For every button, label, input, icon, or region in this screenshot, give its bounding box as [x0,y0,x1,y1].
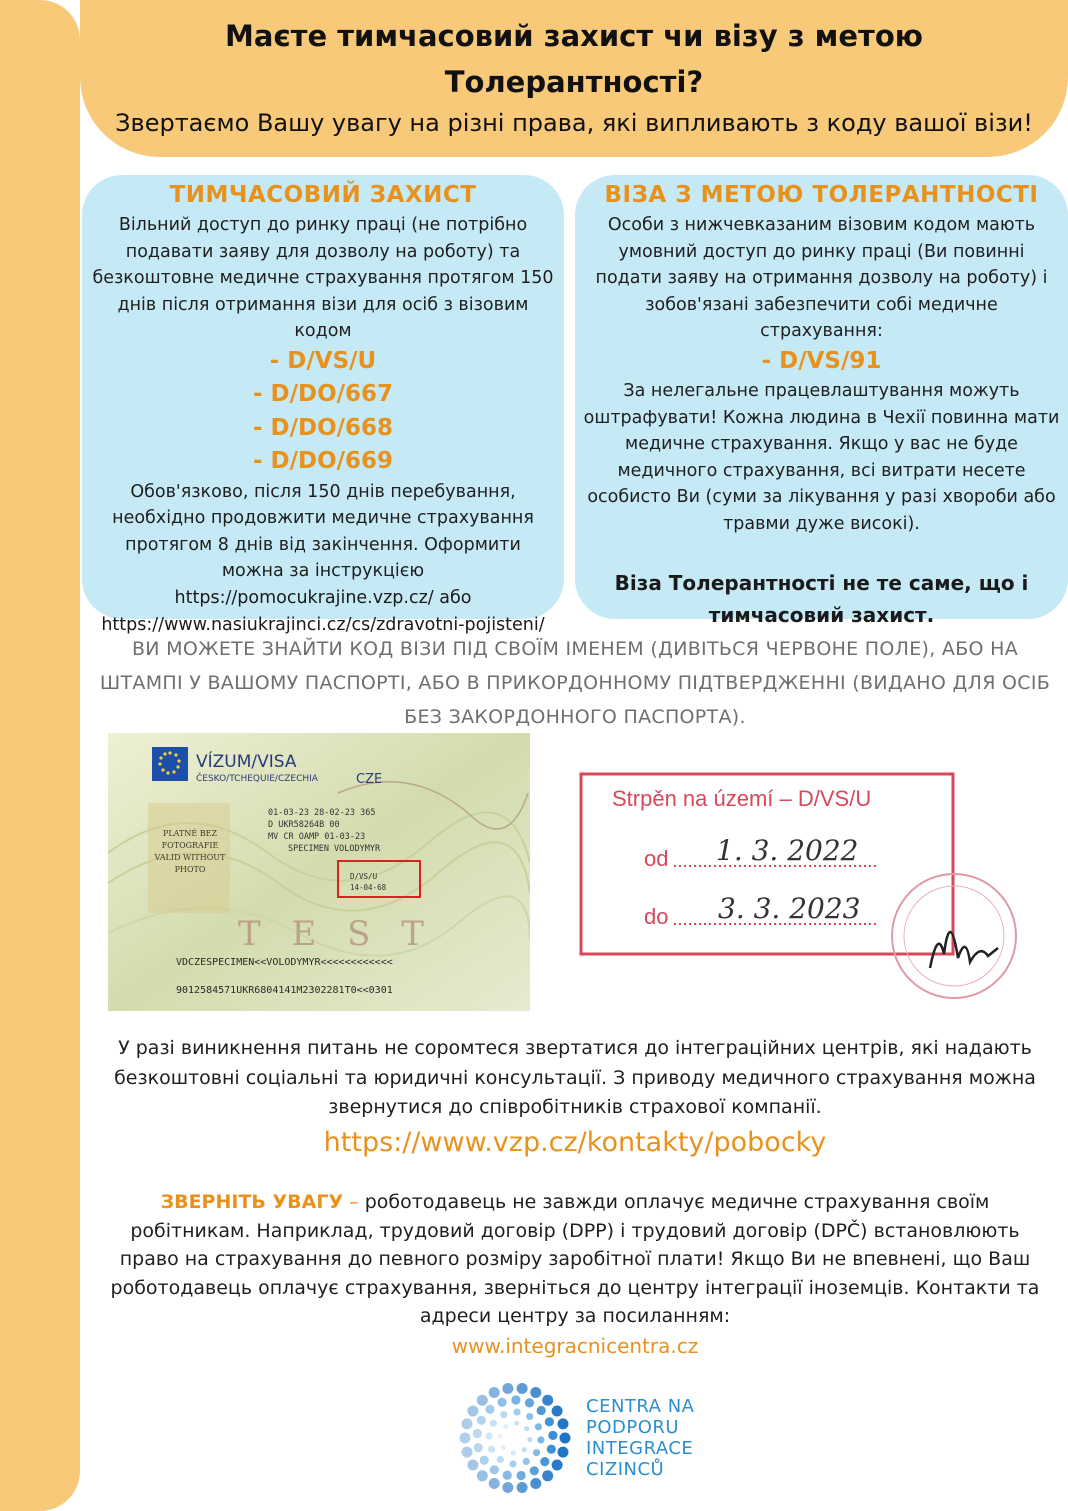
visa-field: D UKR58264B 00 [268,820,340,830]
logo-dot [537,1436,544,1443]
logo-dot [522,1447,527,1452]
logo-dot [542,1395,553,1406]
stamp-title: Strpěn na území – D/VS/U [612,786,872,811]
logo-text-line: INTEGRACE [586,1438,694,1459]
logo-dot [473,1429,482,1438]
attention-dash: – [343,1191,365,1213]
visa-code-location-caption: ВИ МОЖЕТЕ ЗНАЙТИ КОД ВІЗИ ПІД СВОЇМ ІМЕНЕМ (ДИВІТЬСЯ ЧЕРВОНЕ ПОЛЕ), АБО НА ШТАМПІ У ВАШОМУ ПАСПОРТІ, АБО В ПРИКОРДОННОМУ ПІДТВЕРДЖЕННІ (ВИДАНО ДЛЯ ОСІБ БЕЗ ЗАКОРДОННОГО ПАСПОРТА). [99,638,1051,728]
logo-dot [467,1460,478,1471]
stamp-from-label: od [644,846,669,871]
integration-centers-logo-icon [455,1378,575,1498]
logo-dot [503,1471,512,1480]
logo-dot [477,1416,486,1425]
stamp-from-date: 1. 3. 2022 [716,834,859,867]
logo-dot [517,1471,526,1480]
card-intro-text: Вільний доступ до ринку праці (не потрібно подавати заяву для дозволу на роботу) та безкоштовне медичне страхування протягом 150 днів після отримання візи для осіб з візовим кодом [92,215,554,341]
logo-dot [511,1395,520,1404]
logo-dot [502,1482,513,1493]
logo-text-line: CENTRA NA [586,1396,695,1417]
logo-dot [467,1406,478,1417]
logo-dot [542,1470,553,1481]
logo-dot [548,1431,557,1440]
stamp-to-label: do [644,904,669,929]
visa-country: CZE [356,772,383,787]
logo-dot [558,1418,569,1429]
logo-dot [500,1411,507,1418]
logo-dot [560,1433,571,1444]
logo-dot [489,1387,500,1398]
card-title: ТИМЧАСОВИЙ ЗАХИСТ [169,182,477,208]
visa-mrz-line: 9012584571UKR6804141M2302281T0<<0301 [176,985,393,996]
logo-dot [523,1458,530,1465]
logo-dot [558,1447,569,1458]
attention-label: ЗВЕРНІТЬ УВАГУ [160,1191,344,1213]
logo-dot [501,1445,506,1450]
logo-dot [530,1466,539,1475]
stamp-to-date: 3. 3. 2023 [718,892,861,925]
logo-dot [498,1398,507,1407]
photo-text: PLATNÉ BEZ FOTOGRAFIE VALID WITHOUT PHOTO [154,829,226,874]
visa-code: - D/DO/669 [252,448,394,474]
visa-date-in-box: 14-04-68 [350,883,387,892]
border-stamp-image [578,758,1018,1008]
logo-dot [535,1423,542,1430]
pomocukrajine-link[interactable]: https://pomocukrajine.vzp.cz/ [174,587,434,608]
logo-dot [509,1460,516,1467]
vzp-branches-link[interactable]: https://www.vzp.cz/kontakty/pobocky [323,1127,827,1158]
signature [930,932,998,968]
logo-dot [477,1470,488,1481]
logo-dot [490,1420,497,1427]
logo-dot [490,1465,499,1474]
logo-dot [552,1406,563,1417]
visa-subheader: ČESKO/TCHEQUIE/CZECHIA [196,774,318,784]
tolerance-visa-card [575,175,1068,627]
logo-text-line: CIZINCŮ [586,1459,665,1480]
visa-field: 01-03-23 28-02-23 365 [268,808,376,818]
logo-dot [462,1418,473,1429]
attention-text: роботодавець не завжди оплачує медичне страхування своїм робітникам. Наприклад, трудовий договір (DPP) і трудовий договір (DPČ) встановлюють право на страхування до певного розміру заробітної плати! Якщо Ви не впевнені, що Ваш роботодавець оплачує страхування, зверніться до центру інтеграції іноземців. Контакти та адреси центру за посиланням: [110,1191,1040,1327]
card-warning-text: За нелегальне працевлаштування можуть оштрафувати! Кожна людина в Чехії повинна мати медичне страхування. Якщо у вас не буде медичного страхування, всі витрати несете особисто Ви (суми за лікування у разі хвороби або травми дуже високі). [583,381,1060,534]
logo-dot [526,1413,533,1420]
logo-dot [545,1417,554,1426]
consultation-text: У разі виникнення питань не соромтеся звертатися до інтеграційних центрів, які надають безкоштовні соціальні та юридичні консультації. З приводу медичного страхування можна звернутися до співробітників страхової компанії. [114,1037,1036,1118]
visa-code: - D/VS/U [269,347,377,374]
visa-sample-graphic [108,733,530,1011]
logo-dot [489,1478,500,1489]
logo-dot [517,1383,528,1394]
logo-dot [488,1446,495,1453]
visa-code: - D/VS/91 [761,347,882,374]
link-row [92,585,554,612]
logo-text [586,1396,786,1480]
link-separator: або [433,587,472,608]
card-outro-text: Обов'язково, після 150 днів перебування, необхідно продовжити медичне страхування протягом 8 днів від закінчення. Оформити можна за інструкцією [112,481,534,581]
test-watermark: T E S T [238,914,434,954]
visa-mrz-line: VDCZESPECIMEN<<VOLODYMYR<<<<<<<<<<<< [176,957,393,968]
visa-sample-image [108,733,530,1011]
card-intro-text: Особи з нижчевказаним візовим кодом мають умовний доступ до ринку праці (Ви повинні подати заяву на отримання дозволу на роботу) і зобов'язані забезпечити собі медичне страхування: [595,215,1048,341]
logo-dot [503,1424,508,1429]
logo-dot [547,1445,556,1454]
side-decoration-bar [0,0,80,1511]
logo-dot [533,1449,540,1456]
visa-code: - D/DO/667 [252,381,394,407]
logo-dot [530,1478,541,1489]
visa-code: - D/DO/668 [252,414,394,441]
logo-dot [502,1383,513,1394]
logo-dot [524,1426,529,1431]
visa-header: VÍZUM/VISA [196,752,297,772]
visa-code-in-box: D/VS/U [350,872,378,881]
attention-paragraph [100,1188,1050,1331]
temporary-protection-card [82,175,564,635]
logo-dot [517,1482,528,1493]
logo-dot [527,1437,532,1442]
logo-dot [485,1405,494,1414]
logo-dot [514,1421,519,1426]
logo-dot [480,1456,489,1465]
border-stamp-graphic [578,758,1018,1008]
page-subtitle: Звертаємо Вашу увагу на різні права, які випливають з коду вашої візи! [115,109,1033,137]
logo-text-line: PODPORU [586,1417,680,1438]
logo-dot [525,1398,534,1407]
logo-dots-icon [455,1378,575,1498]
visa-specimen-name: SPECIMEN VOLODYMYR [288,844,381,854]
logo-dot [511,1450,516,1455]
logo-dot [497,1456,504,1463]
logo-dot [537,1406,546,1415]
nasiukrajinci-link[interactable]: https://www.nasiukrajinci.cz/cs/zdravotni-pojisteni/ [101,614,545,635]
page-header [80,0,1068,157]
logo-dot [477,1395,488,1406]
logo-dot [498,1434,503,1439]
card-title: ВІЗА З МЕТОЮ ТОЛЕРАНТНОСТІ [604,182,1039,208]
page-title: Маєте тимчасовий захист чи візу з метою Толерантності? [225,19,923,99]
visa-field: MV CR OAMP 01-03-23 [268,832,366,842]
logo-dot [530,1387,541,1398]
logo-dot [552,1460,563,1471]
card-bold-note: Віза Толерантності не те саме, що і тимчасовий захист. [614,571,1029,627]
logo-dot [462,1447,473,1458]
logo-dot [513,1409,520,1416]
logo-dot [540,1457,549,1466]
logo-dot [486,1432,493,1439]
logo-dot [474,1443,483,1452]
integration-centers-link[interactable]: www.integracnicentra.cz [451,1334,699,1358]
logo-dot [460,1433,471,1444]
